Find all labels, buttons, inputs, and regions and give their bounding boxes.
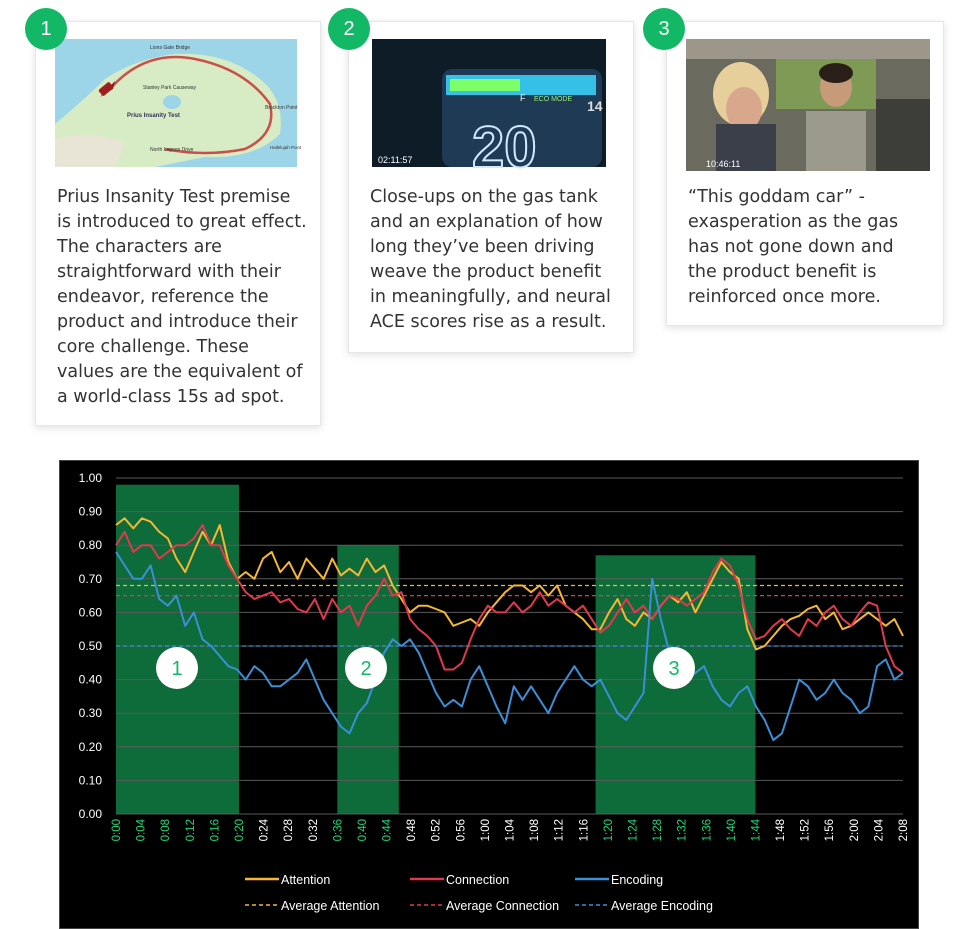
x-tick-label: 0:20 [233, 819, 246, 842]
x-tick-label: 0:32 [307, 819, 320, 842]
y-tick-label: 1.00 [78, 471, 102, 485]
video-timestamp: 10:46:11 [706, 159, 741, 169]
legend-label: Average Encoding [611, 899, 713, 913]
legend-label: Attention [281, 873, 331, 887]
x-tick-label: 1:48 [775, 819, 788, 842]
card-description: Prius Insanity Test premise is introduced to great effect. The characters are straightforward with their endeavor, reference the product and introduce their core challenge. These values are the equivalent of a world-class 15s ad spot. [57, 187, 307, 407]
x-tick-label: 1:44 [750, 819, 763, 842]
y-tick-label: 0.80 [78, 538, 102, 553]
x-tick-label: 0:04 [135, 819, 148, 842]
legend-label: Average Attention [281, 899, 380, 913]
x-tick-label: 1:16 [578, 819, 591, 842]
x-tick-label: 0:12 [184, 819, 197, 842]
x-tick-label: 1:56 [824, 819, 837, 842]
x-tick-label: 1:52 [799, 819, 812, 842]
x-tick-label: 2:08 [898, 819, 910, 842]
video-timestamp: 02:11:57 [378, 155, 413, 165]
x-tick-label: 0:24 [258, 819, 271, 842]
x-tick-label: 1:12 [553, 819, 566, 842]
car-interior-thumbnail [686, 39, 930, 171]
insight-card-1 [35, 21, 321, 426]
map-label-3: North Lagoon Drive [150, 147, 194, 153]
y-tick-label: 0.50 [78, 639, 102, 653]
ace-scores-chart [59, 460, 919, 929]
map-label-0: Lions Gate Bridge [150, 45, 191, 51]
x-tick-label: 2:00 [848, 819, 861, 842]
x-tick-label: 0:40 [356, 819, 369, 842]
x-tick-label: 0:48 [406, 819, 419, 842]
gauge-value: 20 [472, 115, 537, 180]
gauge-thumbnail [372, 39, 606, 180]
map-label-2: Prius Insanity Test [127, 113, 180, 119]
map-label-5: Hallelujah Point [270, 145, 302, 150]
x-tick-label: 0:08 [160, 819, 173, 842]
x-tick-label: 0:44 [381, 819, 394, 842]
card-description: “This goddam car” - exasperation as the gas has not gone down and the product benefit is reinforced once more. [688, 187, 899, 307]
map-thumbnail [55, 39, 302, 167]
x-tick-label: 1:08 [529, 819, 542, 842]
legend-label: Connection [446, 873, 510, 887]
region-badge-label: 2 [360, 658, 372, 680]
y-tick-label: 0.00 [78, 807, 102, 821]
x-tick-label: 0:28 [283, 819, 296, 842]
region-badge-label: 3 [668, 658, 680, 680]
gauge-mode: ECO MODE [534, 96, 573, 103]
y-tick-label: 0.20 [78, 739, 102, 754]
y-tick-label: 0.10 [78, 773, 102, 788]
y-tick-label: 0.30 [78, 706, 102, 721]
y-tick-label: 0.60 [78, 605, 102, 620]
x-tick-label: 1:04 [504, 819, 517, 842]
gauge-letter: F [520, 93, 526, 103]
x-tick-label: 1:40 [725, 819, 738, 842]
x-tick-label: 0:16 [209, 819, 222, 842]
line-chart [60, 461, 918, 928]
x-tick-label: 0:00 [111, 819, 123, 842]
x-tick-label: 0:36 [332, 819, 345, 842]
y-tick-label: 0.70 [78, 571, 102, 586]
map-label-1: Stanley Park Causeway [143, 85, 197, 91]
x-tick-label: 0:56 [455, 819, 468, 842]
x-tick-label: 1:32 [676, 819, 689, 842]
x-tick-label: 2:04 [873, 819, 886, 842]
x-tick-label: 1:28 [652, 819, 665, 842]
gauge-side: 14 [587, 98, 603, 114]
card-badge-3: 3 [643, 8, 685, 50]
region-badge-label: 1 [171, 658, 183, 680]
map-label-4: Brockton Point [265, 105, 298, 111]
x-tick-label: 0:52 [430, 819, 443, 842]
x-tick-label: 1:36 [701, 819, 714, 842]
insight-card-3 [666, 21, 944, 326]
x-tick-label: 1:24 [627, 819, 640, 842]
y-tick-label: 0.40 [78, 672, 102, 687]
legend-label: Encoding [611, 873, 664, 887]
card-badge-1: 1 [25, 8, 67, 50]
insight-card-2 [348, 21, 634, 353]
x-tick-label: 1:00 [479, 819, 492, 842]
y-tick-label: 0.90 [78, 504, 102, 519]
x-tick-label: 1:20 [602, 819, 615, 842]
card-description: Close-ups on the gas tank and an explanation of how long they’ve been driving weave the product benefit in meaningfully, and neural ACE scores rise as a result. [370, 187, 611, 332]
legend-label: Average Connection [446, 899, 560, 913]
card-badge-2: 2 [328, 8, 370, 50]
